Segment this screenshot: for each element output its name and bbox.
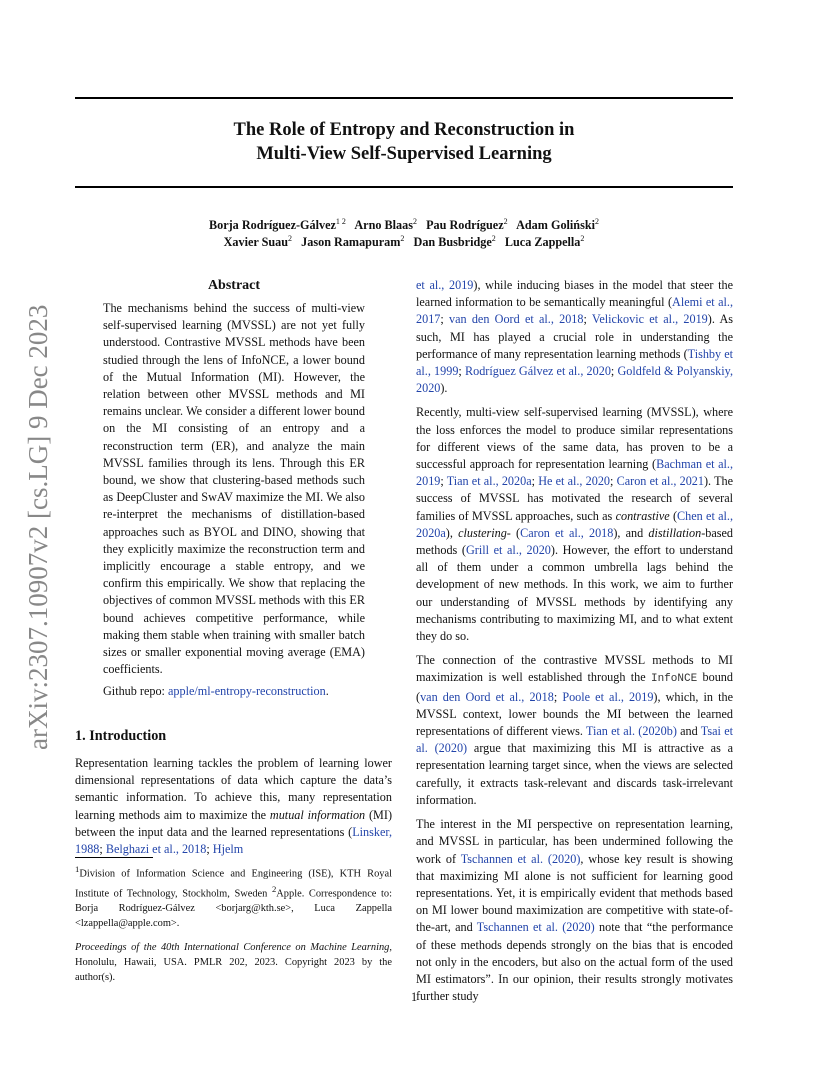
author: Jason Ramapuram$^2$ — [301, 234, 405, 250]
abstract-section — [103, 277, 365, 708]
footnotes — [75, 857, 392, 995]
citation-link[interactable]: Tishby et al., 1999 — [416, 346, 733, 379]
proceedings-note: Proceedings of the 40th International Conference on Machine Learning, Honolulu, Hawaii, USA. PMLR 202, 2023. Copyright 2023 by the author(s). — [75, 942, 392, 983]
affiliation-footnote: $^1$Division of Information Science and Engineering (ISE), KTH Royal Institute of Technology, Stockholm, Sweden $^2$Apple. Correspondence to: Borja Rodríguez-Gálvez <borjarg@kth.se>, Luca Zappella <lzappella@apple.com>. — [75, 864, 393, 929]
citation-link[interactable]: Linsker, 1988 — [75, 824, 392, 857]
author: Luca Zappella$^2$ — [504, 234, 585, 250]
authors-line-2 — [75, 231, 733, 250]
citation-link[interactable]: van den Oord et al., 2018 — [420, 689, 554, 704]
abstract-heading: Abstract — [207, 278, 261, 293]
top-rule — [75, 97, 733, 99]
citation-link[interactable]: Alemi et al., 2017 — [416, 295, 733, 327]
citation-link[interactable]: Bachman et al., 2019 — [416, 457, 733, 489]
paragraph: et al., 2019), while inducing biases in the model that steer the learned information to be semantically meaningful (Alemi et al., 2017; van den Oord et al., 2018; Velickovic et al., 2019). As such, MI has played a crucial role in understanding the performance of many representation learning methods (Tishby et al., 1999; Rodríguez Gálvez et al., 2020; Goldfeld & Polyanskiy, 2020). — [416, 278, 734, 396]
paragraph: The connection of the contrastive MVSSL methods to MI maximization is well established through the InfoNCE bound (van den Oord et al., 2018; Poole et al., 2019), which, in the MVSSL context, lower bounds the MI between the learned representations of different views. Tian et al. (2020b) and Tsai et al. (2020) argue that maximizing this MI is attractive as a representation learning target since, when the views are selected carefully, it extracts task-relevant and discards task-irrelevant information. — [416, 653, 734, 807]
footnote-rule — [75, 857, 153, 858]
citation-link[interactable]: et al., 2019 — [416, 278, 474, 292]
paragraph: Recently, multi-view self-supervised learning (MVSSL), where the loss enforces the model to produce similar representations for different views of the same data, has proven to be a successful approach for representation learning (Bachman et al., 2019; Tian et al., 2020a; He et al., 2020; Caron et al., 2021). The success of MVSSL has motivated the research of several families of MVSSL approaches, such as contrastive (Chen et al., 2020a), clustering- (Caron et al., 2018), and distillation-based methods (Grill et al., 2020). However, the effort to understand all of them under a common umbrella lags behind the development of new methods. In this work, we aim to further our understanding of MVSSL methods by identifying any mechanisms contributing to maximizing MI, and to what extent they do so. — [416, 405, 734, 644]
citation-link[interactable]: Belghazi et al., 2018 — [105, 842, 207, 857]
author: Dan Busbridge$^2$ — [413, 234, 496, 250]
title-bottom-rule — [75, 186, 733, 188]
section-heading: 1. Introduction — [75, 728, 167, 744]
right-column — [416, 277, 733, 1012]
author: Arno Blaas$^2$ — [354, 217, 417, 233]
citation-link[interactable]: Tschannen et al. (2020) — [476, 920, 595, 935]
citation-link[interactable]: Chen et al., 2020a — [416, 508, 733, 540]
abstract-text: The mechanisms behind the success of multi-view self-supervised learning (MVSSL) are not yet fully understood. Contrastive MVSSL methods have been studied through the lens of InfoNCE, a lower bound of the Mutual Information (MI). However, the relation between other MVSSL methods and MI remains unclear. We consider a different lower bound on the MI consisting of an entropy and a reconstruction term (ER), and analyze the main MVSSL families through its lens. Through this ER bound, we show that clustering-based methods such as DeepCluster and SwAV maximize the MI. We also re-interpret the mechanisms of distillation-based approaches such as BYOL and DINO, showing that they explicitly maximize the reconstruction term and implicitly encourage a stable entropy, and we confirm this empirically. We show that replacing the objectives of common MVSSL methods with this ER bound achieves competitive performance, while making them stable when training with smaller batch sizes or smaller exponential moving average (EMA) coefficients. — [103, 301, 365, 677]
author: Pau Rodríguez$^2$ — [426, 217, 508, 233]
author: Borja Rodríguez-Gálvez$^{1 2}$ — [208, 217, 346, 233]
introduction-section — [75, 725, 392, 865]
page-number: 1 — [410, 990, 418, 1004]
arxiv-sidebar — [18, 290, 58, 750]
paragraph: Representation learning tackles the problem of learning lower dimensional representations of data which capture the data’s semantic information. To achieve this, many representation learning methods aim to maximize the mutual information (MI) between the input data and the learned representations (Linsker, 1988; Belghazi et al., 2018; Hjelm — [75, 756, 392, 857]
citation-link[interactable]: van den Oord et al., 2018 — [449, 312, 584, 327]
github-link[interactable]: apple/ml-entropy-reconstruction — [168, 684, 326, 699]
citation-link[interactable]: Caron et al., 2018 — [520, 525, 614, 540]
citation-link[interactable]: Tschannen et al. (2020) — [460, 851, 581, 866]
citation-link[interactable]: Hjelm — [212, 842, 244, 857]
citation-link[interactable]: Caron et al., 2021 — [616, 474, 704, 489]
citation-link[interactable]: Poole et al., 2019 — [562, 689, 654, 704]
citation-link[interactable]: Grill et al., 2020 — [465, 543, 551, 558]
author: Xavier Suau$^2$ — [223, 234, 293, 250]
paragraph: The interest in the MI perspective on representation learning, and MVSSL in particular, has been undermined following the work of Tschannen et al. (2020), whose key result is showing that maximizing MI alone is not sufficient for learning good representations. Yet, it is empirically evident that methods based on MI lower bound maximization are competitive with state-of-the-art, and Tschannen et al. (2020) note that “the performance of these methods depends strongly on the bias that is encoded not only in the encoders, but also on the actual form of the used MI estimators”. In our opinion, their results strongly motivates further study — [416, 817, 734, 1004]
citation-link[interactable]: Tian et al. (2020b) — [585, 724, 677, 739]
arxiv-identifier: arXiv:2307.10907v2 [cs.LG] 9 Dec 2023 — [23, 304, 53, 750]
github-line: Github repo: apple/ml-entropy-reconstruction. — [103, 684, 329, 699]
citation-link[interactable]: Rodríguez Gálvez et al., 2020 — [464, 364, 611, 379]
citation-link[interactable]: Velickovic et al., 2019 — [591, 312, 708, 327]
paper-title: The Role of Entropy and Reconstruction in Multi-View Self-Supervised Learning — [233, 120, 575, 164]
citation-link[interactable]: Goldfeld & Polyanskiy, 2020 — [416, 364, 734, 396]
inline-code: InfoNCE — [650, 673, 698, 686]
citation-link[interactable]: Tsai et al. (2020) — [416, 724, 733, 756]
citation-link[interactable]: Tian et al., 2020a — [446, 474, 532, 489]
citation-link[interactable]: He et al., 2020 — [538, 474, 611, 489]
author: Adam Goliński$^2$ — [516, 217, 599, 233]
